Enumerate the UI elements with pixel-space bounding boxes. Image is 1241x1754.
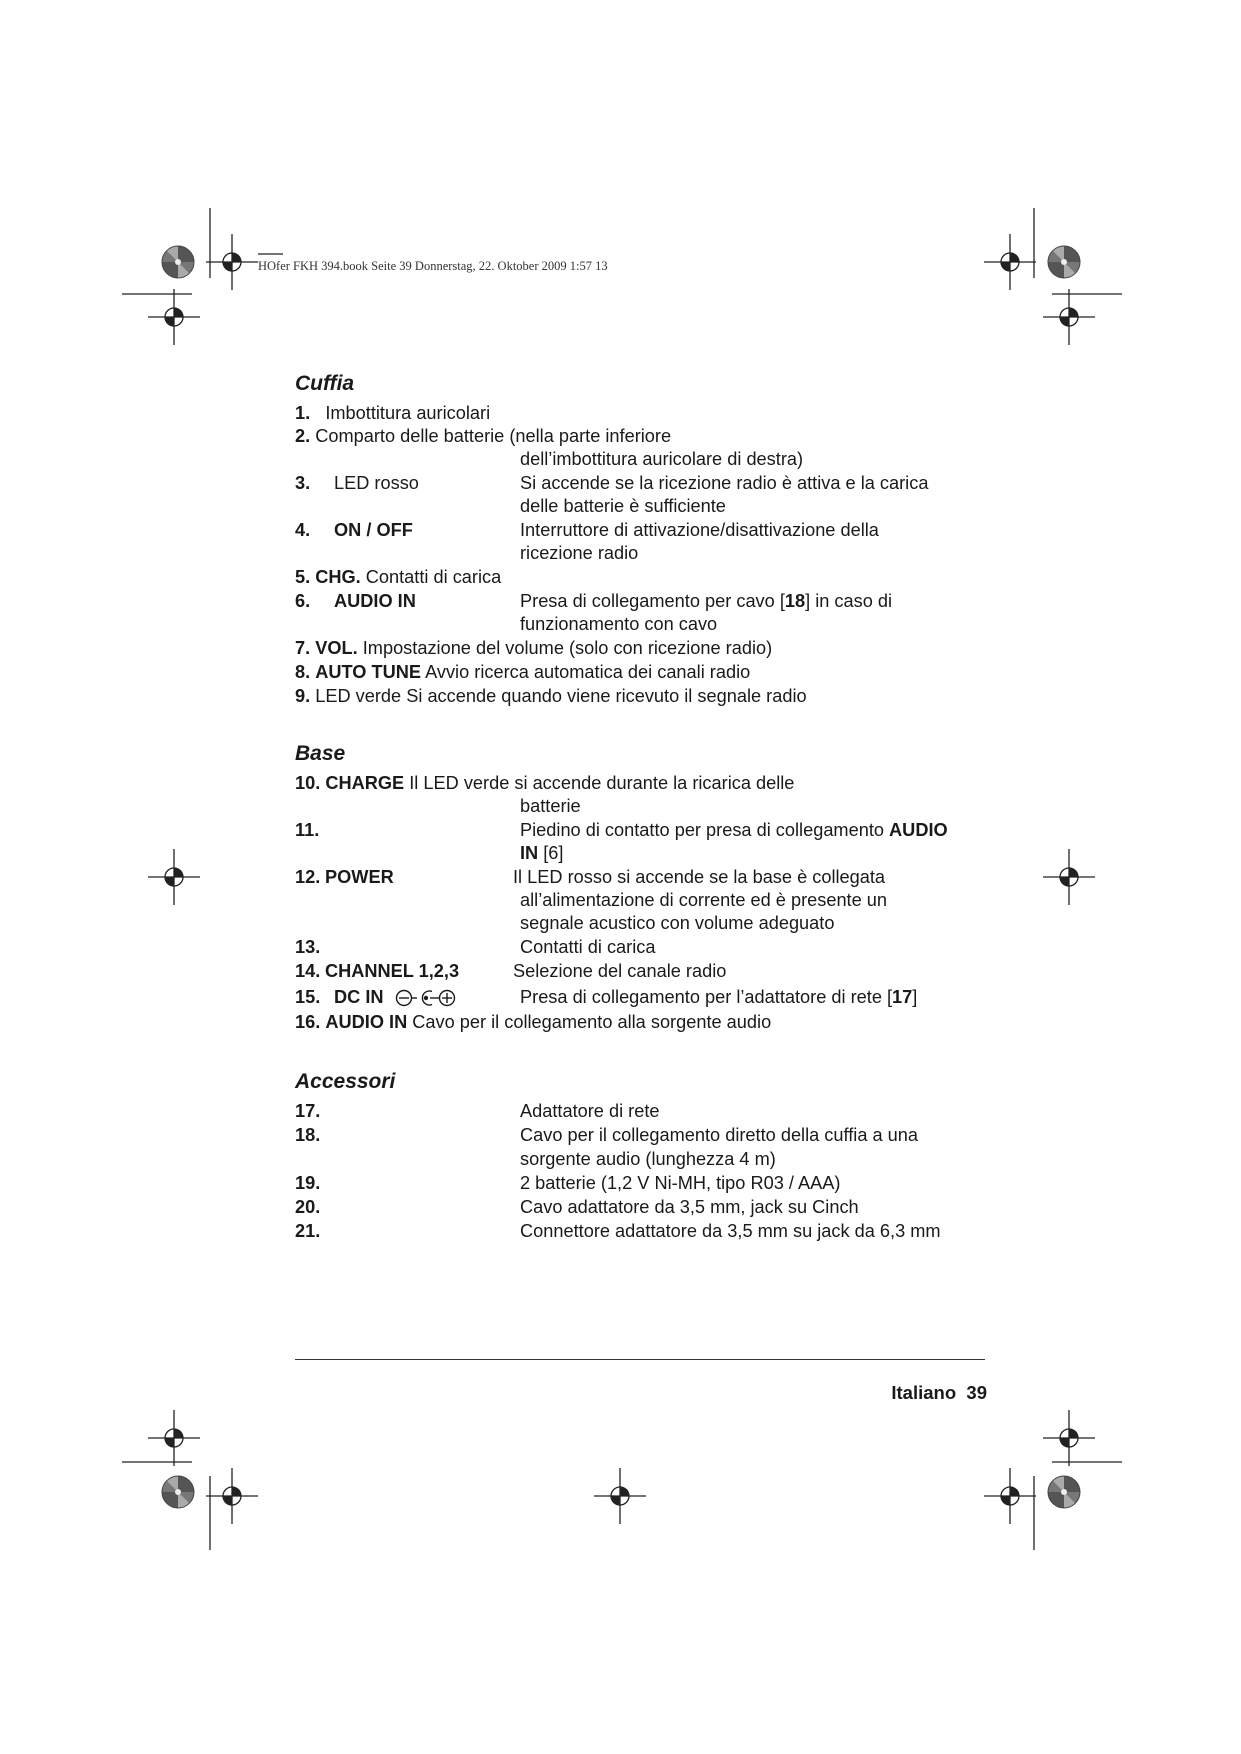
color-wheel-registration-icon xyxy=(162,1476,194,1508)
crosshair-registration-mark-icon xyxy=(984,1468,1036,1524)
list-item-continuation: IN [6] xyxy=(520,843,564,863)
section-title-accessori: Accessori xyxy=(295,1070,396,1093)
crosshair-registration-mark-icon xyxy=(148,289,200,345)
list-item-continuation: all’alimentazione di corrente ed è presente un xyxy=(520,890,888,910)
crosshair-registration-mark-icon xyxy=(206,1468,258,1524)
page-footer xyxy=(891,1382,987,1404)
crosshair-registration-mark-icon xyxy=(1043,289,1095,345)
crosshair-registration-mark-icon xyxy=(1043,849,1095,905)
list-item-continuation: segnale acustico con volume adeguato xyxy=(520,913,835,933)
list-item: 1. Imbottitura auricolari xyxy=(295,403,491,423)
section-title-cuffia: Cuffia xyxy=(295,372,355,395)
print-header: HOfer FKH 394.book Seite 39 Donnerstag, 22. Oktober 2009 1:57 13 xyxy=(258,259,608,273)
dc-polarity-symbol-icon xyxy=(395,989,457,1007)
crosshair-registration-mark-icon xyxy=(1043,1410,1095,1466)
footer-divider xyxy=(295,1359,985,1360)
color-wheel-registration-icon xyxy=(162,246,194,278)
list-item-continuation: sorgente audio (lunghezza 4 m) xyxy=(520,1149,776,1169)
crosshair-registration-mark-icon xyxy=(148,1410,200,1466)
list-item: 2. Comparto delle batterie (nella parte inferiore xyxy=(295,426,672,446)
crosshair-registration-mark-icon xyxy=(594,1468,646,1524)
list-item: 16. AUDIO IN Cavo per il collegamento alla sorgente audio xyxy=(295,1012,772,1032)
list-item: 8. AUTO TUNE Avvio ricerca automatica dei canali radio xyxy=(295,662,751,682)
crosshair-registration-mark-icon xyxy=(206,234,258,290)
list-item-continuation: delle batterie è sufficiente xyxy=(520,496,726,516)
color-wheel-registration-icon xyxy=(1048,246,1080,278)
footer-language: Italiano xyxy=(891,1382,957,1403)
list-item-continuation: ricezione radio xyxy=(520,543,639,563)
crosshair-registration-mark-icon xyxy=(148,849,200,905)
list-item: 9. LED verde Si accende quando viene ricevuto il segnale radio xyxy=(295,686,807,706)
section-title-base: Base xyxy=(295,742,346,765)
crosshair-registration-mark-icon xyxy=(984,234,1036,290)
list-item: 5. CHG. Contatti di carica xyxy=(295,567,502,587)
color-wheel-registration-icon xyxy=(1048,1476,1080,1508)
list-item: 7. VOL. Impostazione del volume (solo con ricezione radio) xyxy=(295,638,773,658)
list-item-continuation: batterie xyxy=(520,796,581,816)
list-item-continuation: funzionamento con cavo xyxy=(520,614,718,634)
page-number: 39 xyxy=(966,1382,987,1403)
list-item: 10. CHARGE Il LED verde si accende durante la ricarica delle xyxy=(295,773,795,793)
list-item-continuation: dell’imbottitura auricolare di destra) xyxy=(520,449,804,469)
